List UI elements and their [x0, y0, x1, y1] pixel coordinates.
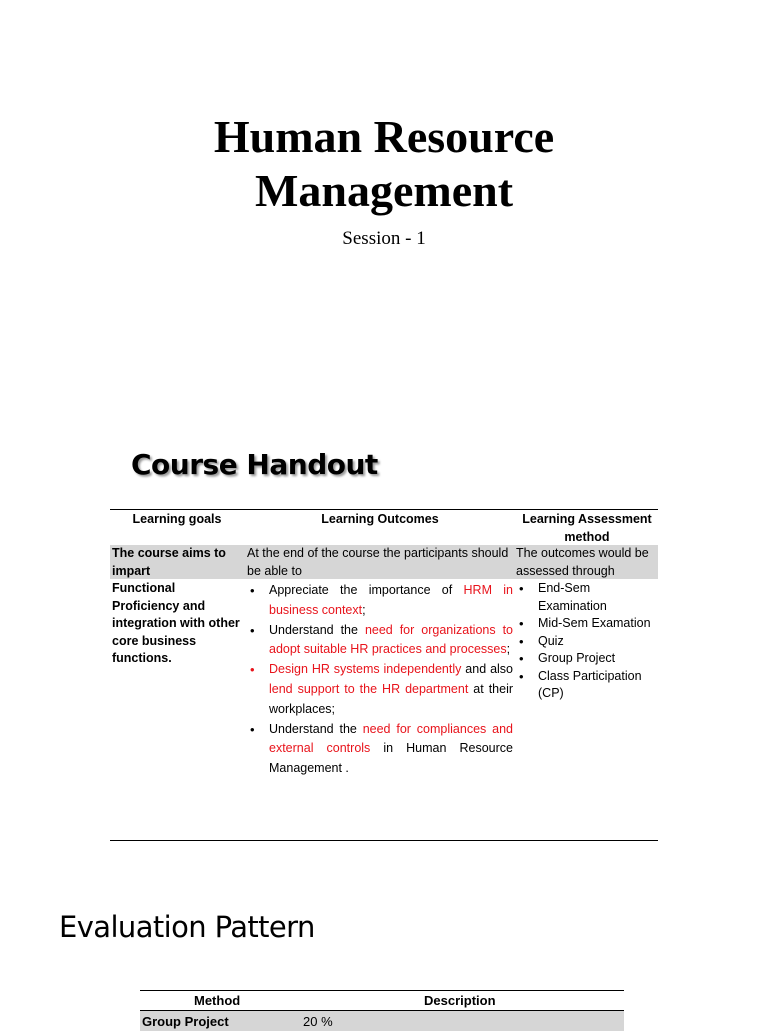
goals-text: Functional Proficiency and integration with other core business functions. — [112, 581, 240, 665]
intro-outcomes: At the end of the course the participants should be able to — [247, 546, 509, 578]
outcome-item — [247, 660, 513, 719]
outcome-highlight: HRM in business context — [269, 583, 513, 617]
assessment-item: • Quiz — [516, 633, 658, 651]
evaluation-table — [140, 990, 624, 1031]
row-method: Group Project — [142, 1014, 229, 1029]
intro-assessment: The outcomes would be assessed through — [516, 546, 649, 578]
handout-intro-row — [110, 545, 658, 579]
row-description: 20 % — [303, 1014, 333, 1029]
table-row — [140, 1011, 624, 1031]
title-line-1: Human Resource — [213, 111, 555, 162]
assessment-item: • End-Sem Examination — [516, 580, 658, 615]
outcome-text: ; — [506, 642, 511, 657]
outcome-item — [247, 621, 513, 661]
header-assessment-method: Learning Assessment method — [522, 512, 652, 544]
evaluation-header-row — [140, 990, 624, 1011]
header-method: Method — [194, 993, 241, 1008]
handout-header-row — [110, 511, 658, 546]
outcome-text: Understand the — [269, 721, 363, 736]
page-title — [0, 110, 768, 218]
assessment-item: • Mid-Sem Examation — [516, 615, 658, 633]
title-line-2: Management — [254, 165, 514, 216]
assessment-item: • Group Project — [516, 650, 658, 668]
outcome-text: Appreciate the importance of — [269, 583, 464, 597]
assessment-cell — [516, 580, 658, 703]
outcome-highlight: Design HR systems independently — [269, 662, 462, 677]
outcome-item — [247, 720, 513, 779]
intro-goals: The course aims to impart — [112, 546, 226, 578]
outcome-text: ; — [362, 602, 366, 617]
evaluation-pattern-heading: Evaluation Pattern — [59, 910, 315, 944]
outcome-highlight: lend support to the HR department — [269, 681, 469, 696]
outcomes-list — [247, 581, 513, 779]
header-description: Description — [424, 993, 496, 1008]
outcome-highlight: need for compliances and external controls — [269, 721, 513, 756]
assessment-list — [516, 580, 658, 703]
outcome-text: at their workplaces; — [269, 681, 514, 716]
outcome-text: Understand the — [269, 622, 365, 637]
assessment-item: • Class Participation (CP) — [516, 668, 658, 703]
header-learning-outcomes: Learning Outcomes — [321, 512, 439, 526]
outcome-text: and also — [461, 662, 513, 677]
header-learning-goals: Learning goals — [132, 512, 222, 526]
course-handout-table — [110, 509, 658, 841]
outcome-highlight: need for organizations to adopt suitable HR practices and processes — [269, 622, 514, 657]
session-subtitle: Session - 1 — [342, 228, 426, 249]
course-handout-heading: Course Handout — [131, 448, 378, 481]
outcome-item — [247, 581, 513, 621]
outcomes-cell — [247, 580, 513, 779]
outcome-text: in Human Resource Management . — [269, 741, 513, 776]
